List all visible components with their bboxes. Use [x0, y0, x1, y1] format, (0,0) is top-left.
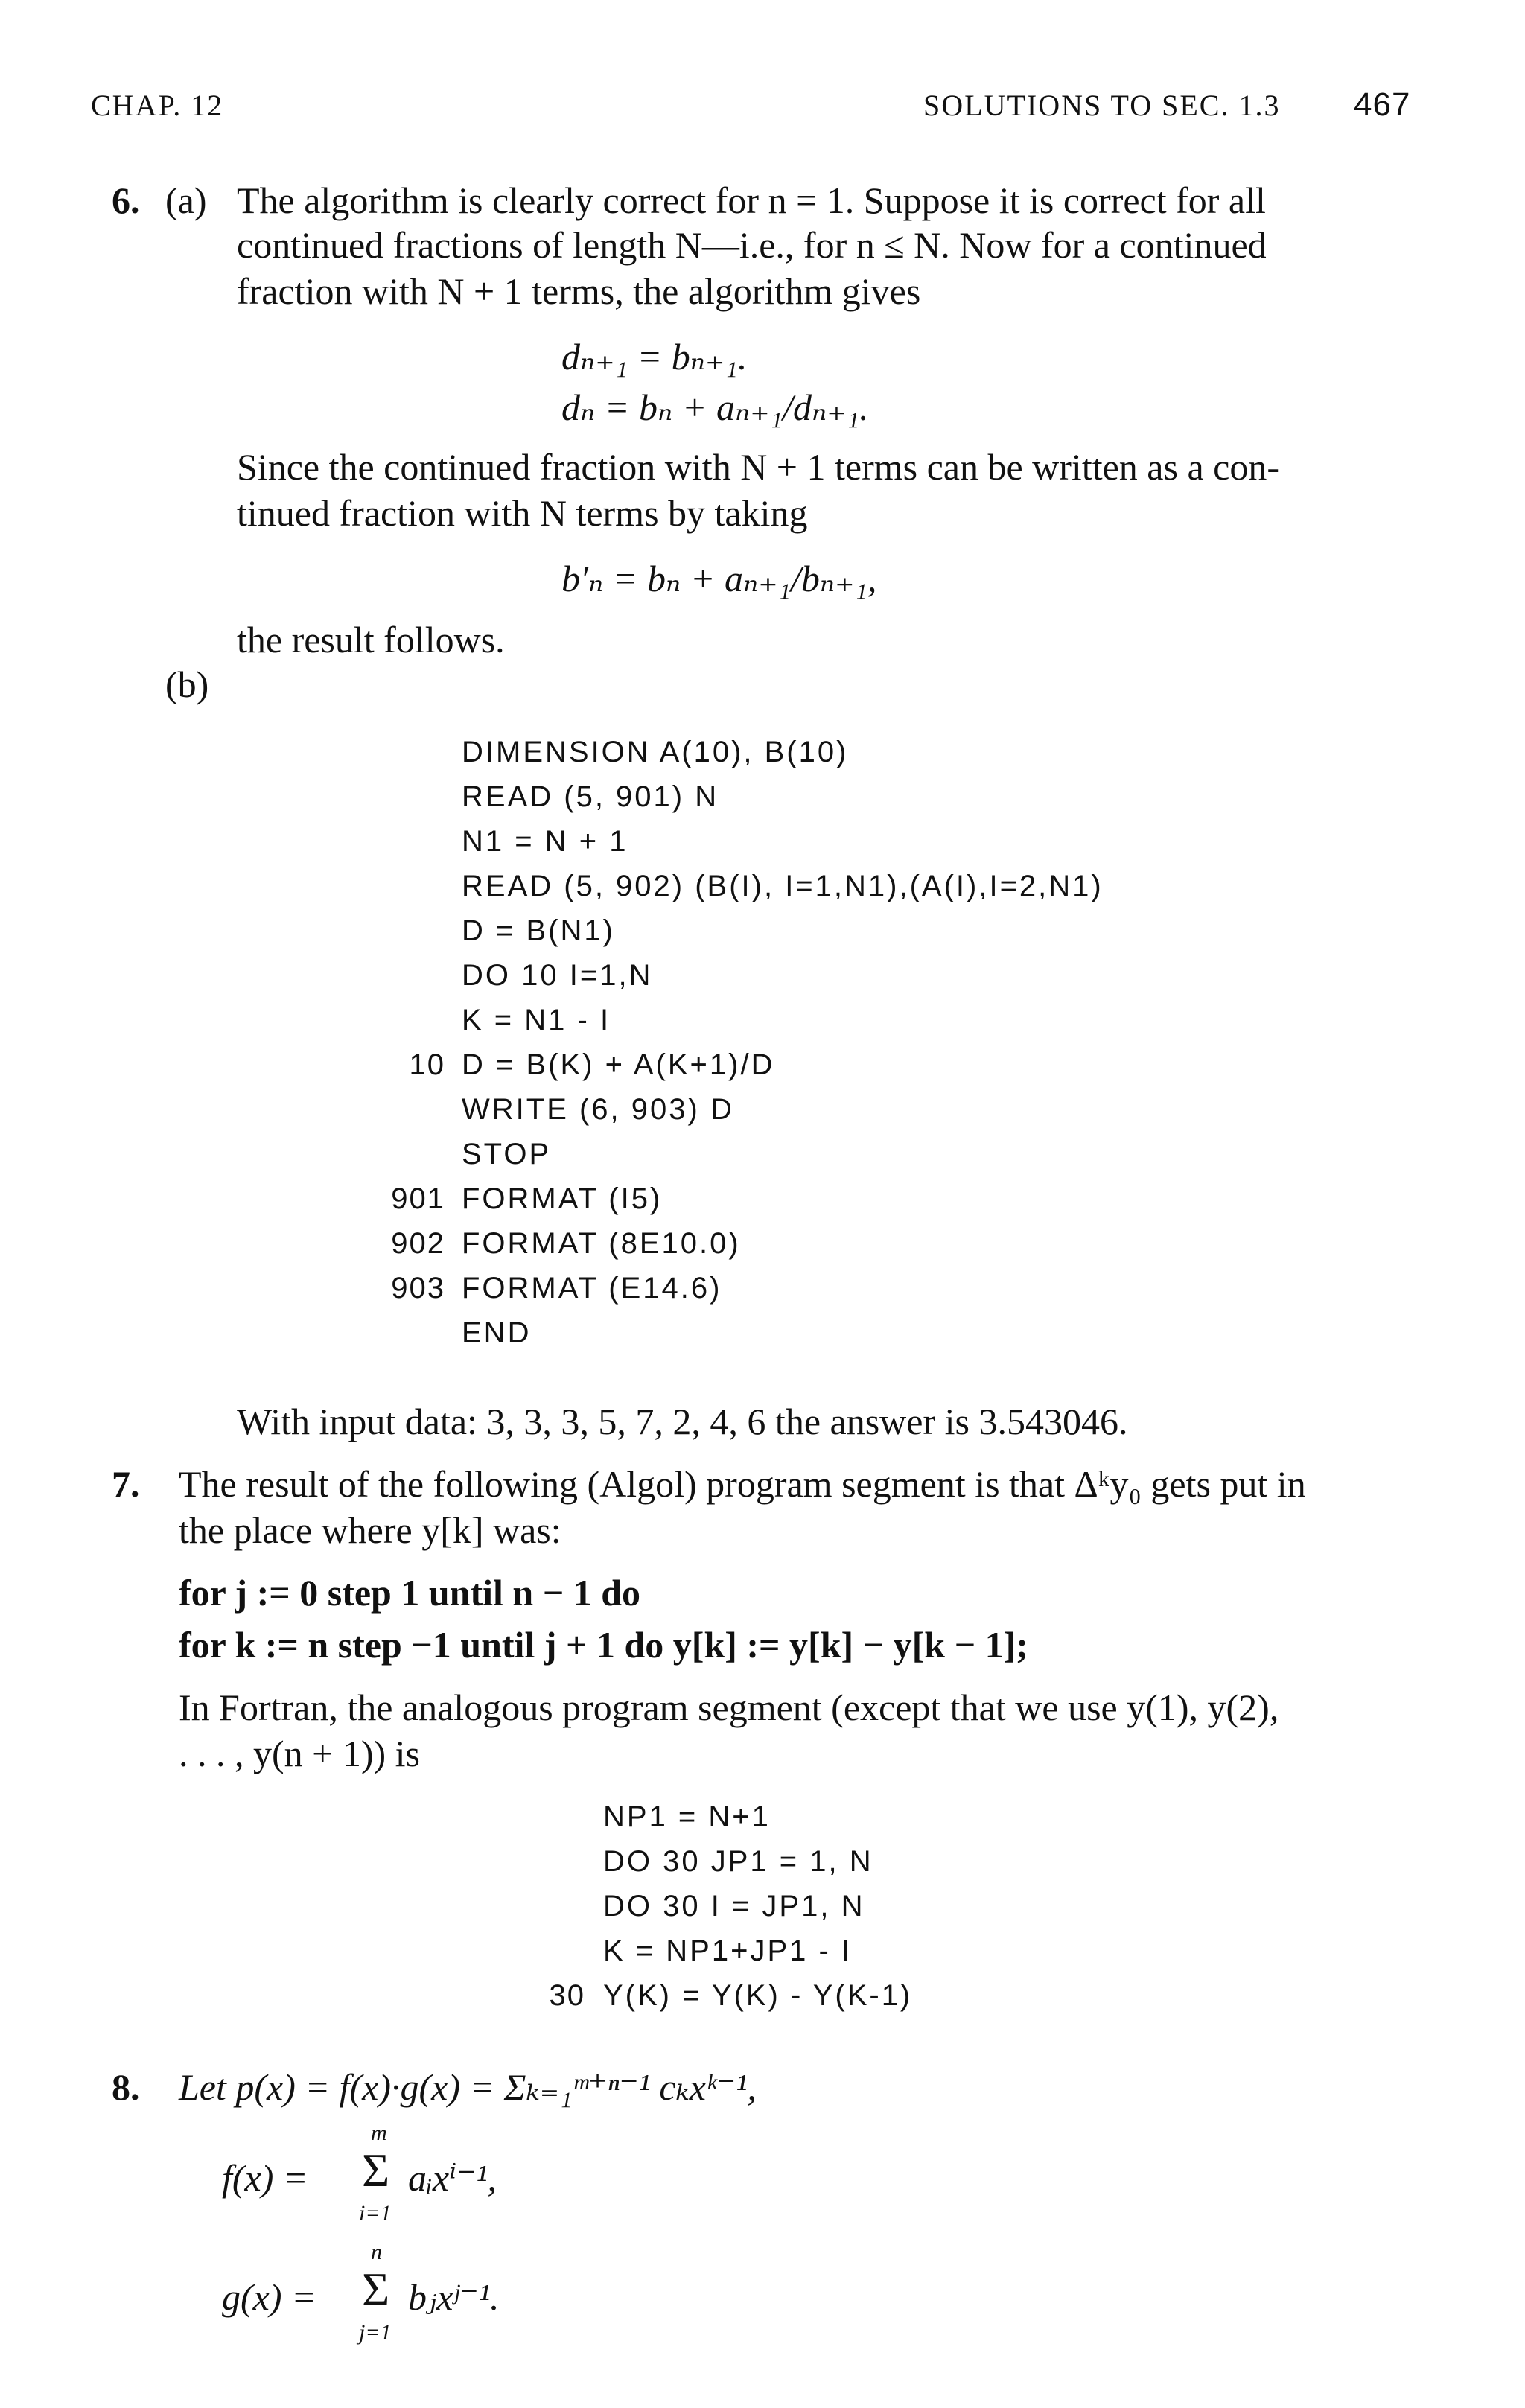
- equation-d-n-plus-1: dₙ₊₁ = bₙ₊₁.: [561, 336, 748, 378]
- part-b-label: (b): [165, 663, 209, 705]
- problem6-line-5: tinued fraction with N terms by taking: [237, 492, 808, 534]
- code-line: FORMAT (8E10.0): [462, 1227, 741, 1260]
- code-label: 10: [409, 1048, 445, 1081]
- problem6-line-6: the result follows.: [237, 619, 505, 660]
- problem-number-6: 6.: [112, 179, 140, 221]
- problem7-line-3: In Fortran, the analogous program segment (except that we use y(1), y(2),: [179, 1686, 1279, 1728]
- code-line: READ (5, 902) (B(I), I=1,N1),(A(I),I=2,N1): [462, 870, 1104, 902]
- code-line: DO 30 I = JP1, N: [603, 1890, 865, 1923]
- code-line: WRITE (6, 903) D: [462, 1093, 734, 1126]
- problem7-line-4: . . . , y(n + 1)) is: [179, 1733, 420, 1774]
- code-line: END: [462, 1316, 532, 1349]
- running-head-chapter: CHAP. 12: [91, 89, 224, 122]
- code-label: 30: [549, 1979, 585, 2012]
- code-label: 902: [391, 1227, 445, 1260]
- problem6-line-3: fraction with N + 1 terms, the algorithm gives: [237, 270, 921, 312]
- problem8-definition: Let p(x) = f(x)·g(x) = Σₖ₌₁ᵐ⁺ⁿ⁻¹ cₖxᵏ⁻¹,: [179, 2066, 757, 2108]
- summation-icon: Σ: [362, 2263, 390, 2316]
- code-line: DO 10 I=1,N: [462, 959, 653, 992]
- problem6-answer: With input data: 3, 3, 3, 5, 7, 2, 4, 6 the answer is 3.543046.: [237, 1401, 1128, 1442]
- code-line: READ (5, 901) N: [462, 780, 719, 813]
- g-body: bⱼxʲ⁻¹.: [408, 2276, 500, 2318]
- part-a-label: (a): [165, 179, 207, 221]
- f-lower-limit: i=1: [359, 2201, 392, 2226]
- problem-number-8: 8.: [112, 2066, 140, 2108]
- f-body: aᵢxⁱ⁻¹,: [408, 2157, 497, 2199]
- problem6-line-1: The algorithm is clearly correct for n = 1. Suppose it is correct for all: [237, 179, 1266, 221]
- code-line: DO 30 JP1 = 1, N: [603, 1845, 873, 1878]
- problem7-line-1: The result of the following (Algol) program segment is that Δᵏy₀ gets put in: [179, 1463, 1306, 1505]
- algol-line-2: for k := n step −1 until j + 1 do y[k] := y[k] − y[k − 1];: [179, 1624, 1028, 1666]
- equation-d-n: dₙ = bₙ + aₙ₊₁/dₙ₊₁.: [561, 386, 869, 428]
- problem7-line-2: the place where y[k] was:: [179, 1509, 561, 1551]
- f-lhs: f(x) =: [222, 2157, 308, 2199]
- g-upper-limit: n: [371, 2240, 382, 2264]
- code-line: Y(K) = Y(K) - Y(K-1): [603, 1979, 913, 2012]
- code-line: D = B(N1): [462, 914, 615, 947]
- algol-line-1: for j := 0 step 1 until n − 1 do: [179, 1572, 640, 1614]
- equation-b-prime: b′ₙ = bₙ + aₙ₊₁/bₙ₊₁,: [561, 558, 877, 599]
- code-line: NP1 = N+1: [603, 1800, 771, 1833]
- problem-number-7: 7.: [112, 1463, 140, 1505]
- code-line: K = NP1+JP1 - I: [603, 1934, 853, 1967]
- problem6-line-4: Since the continued fraction with N + 1 terms can be written as a con-: [237, 446, 1279, 488]
- g-lhs: g(x) =: [222, 2276, 316, 2318]
- page-number: 467: [1354, 86, 1411, 123]
- code-line: N1 = N + 1: [462, 825, 628, 858]
- code-line: FORMAT (E14.6): [462, 1272, 722, 1305]
- summation-icon: Σ: [362, 2144, 390, 2197]
- problem6-line-2: continued fractions of length N—i.e., for n ≤ N. Now for a continued: [237, 224, 1267, 266]
- code-label: 901: [391, 1182, 445, 1215]
- code-label: 903: [391, 1272, 445, 1305]
- g-lower-limit: j=1: [359, 2320, 392, 2345]
- running-head-section: SOLUTIONS TO SEC. 1.3: [923, 89, 1281, 122]
- code-line: DIMENSION A(10), B(10): [462, 736, 849, 768]
- code-line: STOP: [462, 1138, 552, 1170]
- code-line: FORMAT (I5): [462, 1182, 663, 1215]
- f-upper-limit: m: [371, 2121, 387, 2145]
- code-line: K = N1 - I: [462, 1004, 611, 1036]
- code-line: D = B(K) + A(K+1)/D: [462, 1048, 775, 1081]
